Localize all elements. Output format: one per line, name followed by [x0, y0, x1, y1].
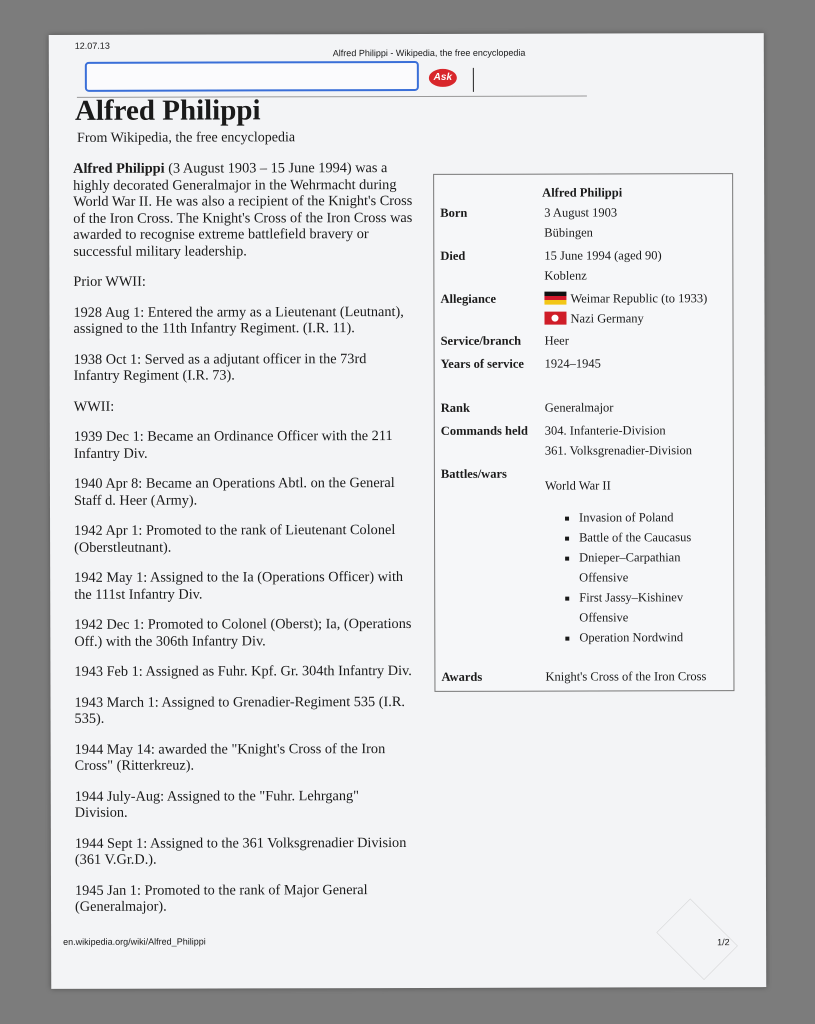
- battle-item[interactable]: ▪ First Jassy–Kishinev Offensive: [579, 587, 727, 627]
- allegiance-nazi[interactable]: Nazi Germany: [570, 311, 644, 326]
- command-item[interactable]: 361. Volksgrenadier-Division: [544, 443, 693, 458]
- infobox-row-awards: [441, 666, 727, 684]
- print-url: en.wikipedia.org/wiki/Alfred_Philippi: [63, 936, 206, 947]
- timeline-entry: 1944 May 14: awarded the "Knight's Cross of the Iron Cross" (Ritterkreuz).: [74, 740, 386, 774]
- infobox-value: [544, 245, 726, 285]
- timeline-entry: 1943 March 1: Assigned to Grenadier-Regiment 535 (I.R. 535).: [74, 693, 405, 727]
- infobox-value: [544, 202, 726, 242]
- infobox-label: Battles/wars: [440, 466, 507, 481]
- article-body: [73, 160, 415, 929]
- infobox-label: Commands held: [440, 423, 528, 438]
- nazi-flag-icon: [544, 312, 566, 325]
- allegiance-item: [544, 308, 726, 328]
- intro-paragraph: [73, 160, 413, 260]
- infobox-label: Service/branch: [440, 333, 522, 348]
- infobox-value[interactable]: Knight's Cross of the Iron Cross: [545, 669, 707, 684]
- battle-item[interactable]: ▪ Battle of the Caucasus: [579, 527, 727, 547]
- infobox-value[interactable]: Heer: [544, 333, 569, 348]
- infobox-value: [545, 420, 727, 460]
- infobox-row-died: [440, 245, 726, 283]
- infobox-label: Allegiance: [440, 291, 497, 306]
- infobox-row-commands: [440, 420, 727, 458]
- infobox-label: Years of service: [440, 356, 524, 371]
- intro-name: Alfred Philippi: [73, 160, 165, 177]
- infobox-row-service: [440, 330, 727, 348]
- timeline-entry: 1939 Dec 1: Became an Ordinance Officer with the 211 Infantry Div.: [73, 428, 393, 462]
- article-subtitle: From Wikipedia, the free encyclopedia: [77, 130, 296, 146]
- timeline-entry: 1928 Aug 1: Entered the army as a Lieutenant (Leutnant), assigned to the 11th Infantry Regiment. (I.R. 11).: [73, 303, 404, 337]
- infobox-label: Awards: [441, 669, 483, 684]
- allegiance-item: [544, 288, 726, 308]
- infobox-row-born: [440, 202, 726, 240]
- battle-item[interactable]: ▪ Invasion of Poland: [579, 507, 727, 527]
- infobox-label: Died: [440, 248, 466, 263]
- died-date: 15 June 1994 (aged 90): [544, 248, 662, 263]
- timeline-entry: 1945 Jan 1: Promoted to the rank of Major General (Generalmajor).: [74, 881, 368, 915]
- infobox-value: [544, 288, 726, 328]
- timeline-entry: 1943 Feb 1: Assigned as Fuhr. Kpf. Gr. 304th Infantry Div.: [74, 662, 412, 680]
- weimar-flag-icon: [544, 292, 566, 305]
- infobox-value: 1924–1945: [544, 356, 601, 371]
- infobox-row-years: [440, 353, 727, 371]
- intro-text: (3 August 1903 – 15 June 1994) was a highly decorated Generalmajor in the Wehrmacht during World War II. He was also a recipient of the Knight's Cross of the Iron Cross. The Knight's Cross of the Iron Cross was awarded to recognise extreme battlefield bravery or successful military leadership.: [73, 160, 413, 260]
- article-title: Alfred Philippi: [74, 94, 261, 127]
- command-item[interactable]: 304. Infanterie-Division: [544, 423, 666, 438]
- timeline-entry: 1942 Dec 1: Promoted to Colonel (Oberst); Ia, (Operations Off.) with the 306th Infantry Div.: [74, 615, 412, 650]
- born-place[interactable]: Bübingen: [544, 225, 593, 240]
- printed-page: [49, 33, 766, 989]
- infobox-row-rank: [440, 397, 727, 415]
- print-page-title: Alfred Philippi - Wikipedia, the free encyclopedia: [332, 47, 526, 59]
- born-date: 3 August 1903: [544, 205, 618, 220]
- war-name[interactable]: World War II: [544, 478, 611, 493]
- infobox-label: Rank: [440, 400, 470, 415]
- timeline-entry: 1942 Apr 1: Promoted to the rank of Lieutenant Colonel (Oberstleutnant).: [74, 522, 396, 556]
- infobox-row-allegiance: [440, 288, 726, 326]
- battle-item[interactable]: ▪ Dnieper–Carpathian Offensive: [579, 547, 727, 587]
- text-caret: [473, 68, 474, 92]
- search-input[interactable]: [85, 61, 419, 92]
- infobox-title: Alfred Philippi: [542, 185, 623, 200]
- timeline-entry: 1940 Apr 8: Became an Operations Abtl. on the General Staff d. Heer (Army).: [73, 475, 395, 509]
- infobox-value[interactable]: Generalmajor: [544, 400, 614, 415]
- battle-list: [545, 507, 727, 647]
- timeline-entry: 1938 Oct 1: Served as a adjutant officer in the 73rd Infantry Regiment (I.R. 73).: [73, 350, 367, 384]
- timeline-entry: 1944 July-Aug: Assigned to the "Fuhr. Lehrgang" Division.: [74, 787, 360, 821]
- infobox: [433, 173, 734, 692]
- infobox-row-battles: [440, 463, 727, 645]
- allegiance-weimar[interactable]: Weimar Republic (to 1933): [570, 291, 708, 306]
- infobox-value: [545, 475, 727, 647]
- print-date: 12.07.13: [74, 40, 110, 51]
- watermark-icon: [656, 899, 737, 980]
- timeline-entry: Prior WWII:: [73, 273, 146, 290]
- timeline-entry: WWII:: [73, 398, 115, 415]
- died-place[interactable]: Koblenz: [544, 268, 587, 283]
- battle-item[interactable]: ▪ Operation Nordwind: [579, 627, 727, 647]
- ask-logo-icon[interactable]: Ask: [429, 69, 457, 87]
- page-number: 1/2: [717, 937, 730, 948]
- infobox-label: Born: [440, 205, 468, 220]
- timeline-entry: 1942 May 1: Assigned to the Ia (Operations Officer) with the 111st Infantry Div.: [74, 569, 404, 603]
- timeline-entry: 1944 Sept 1: Assigned to the 361 Volksgrenadier Division (361 V.Gr.D.).: [74, 834, 407, 868]
